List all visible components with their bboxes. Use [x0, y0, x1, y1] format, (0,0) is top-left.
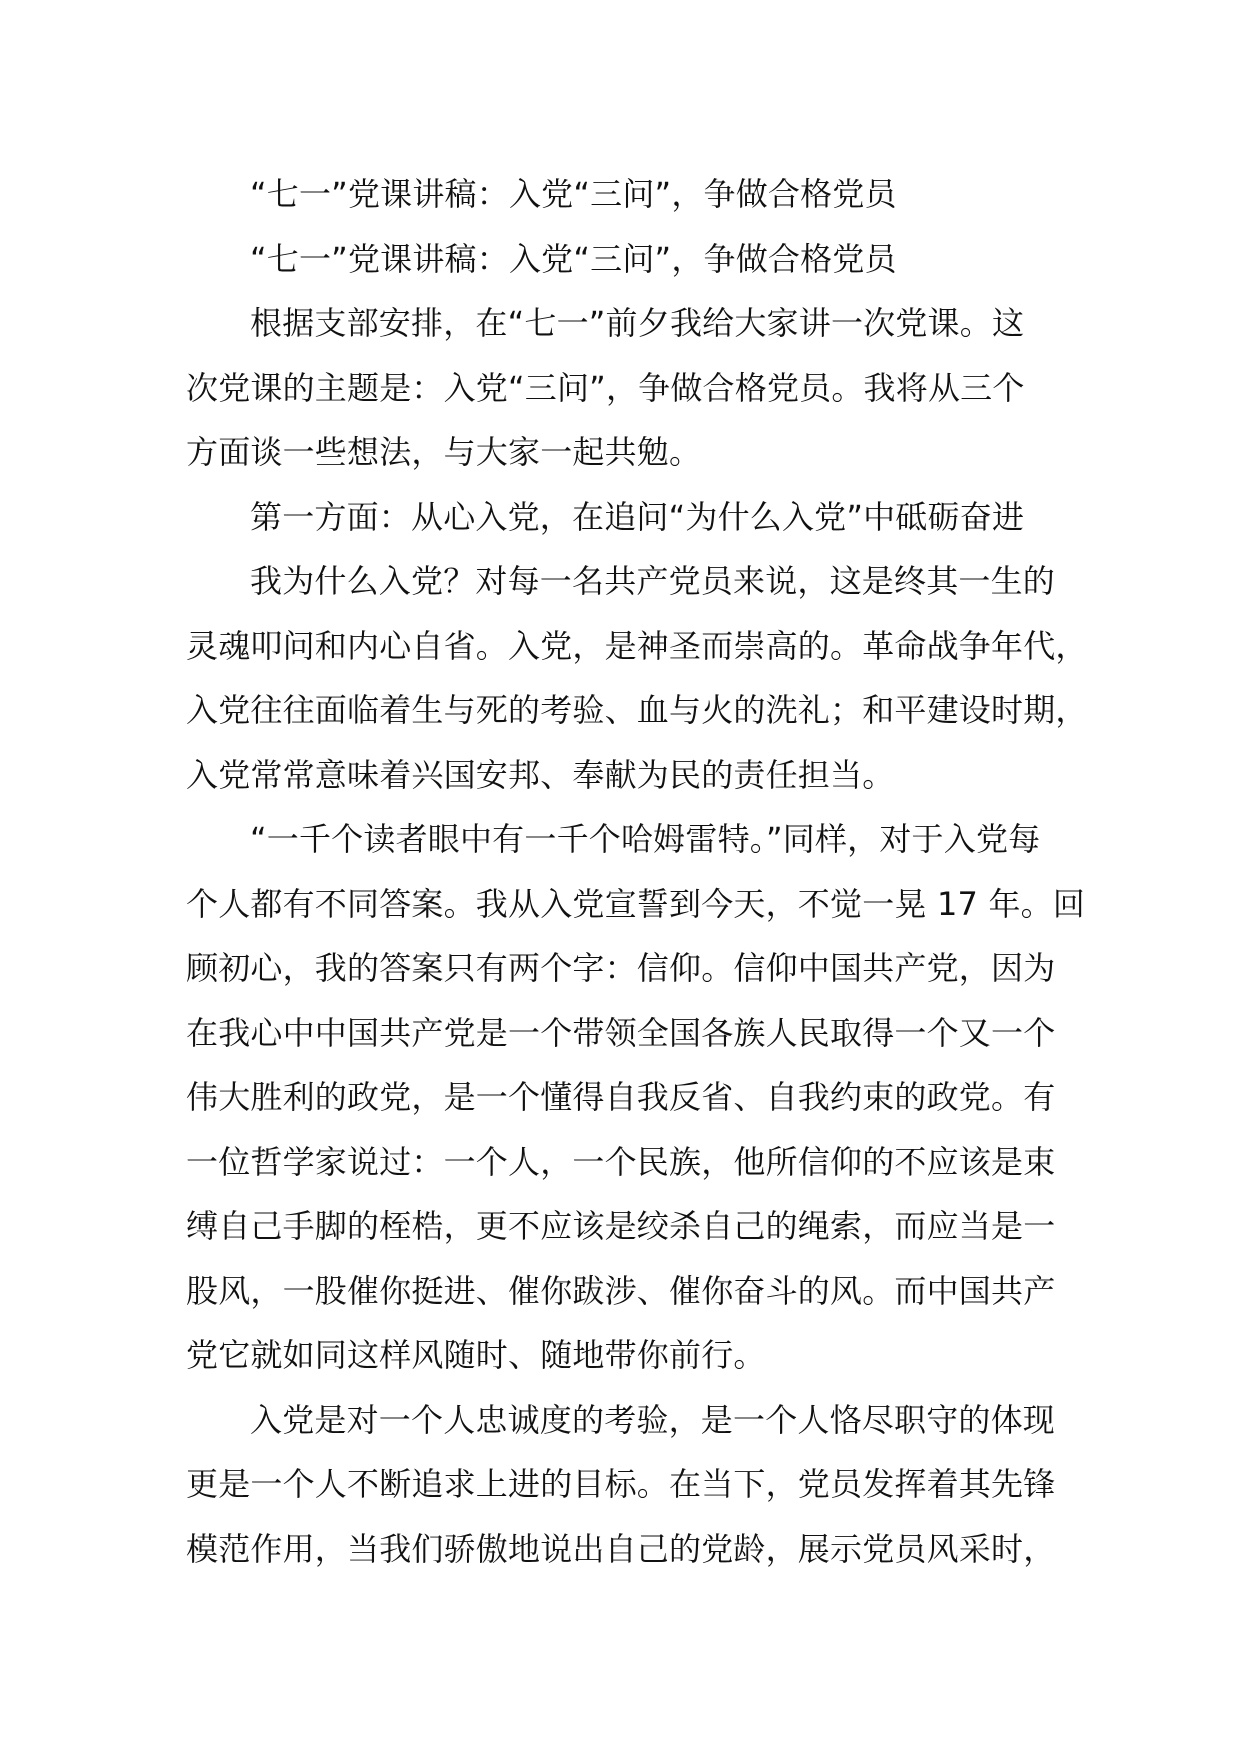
paragraph-line: 股风，一股催你挺进、催你跋涉、催你奋斗的风。而中国共产	[186, 1271, 1056, 1310]
paragraph-line: 入党常常意味着兴国安邦、奉献为民的责任担当。	[186, 755, 895, 794]
paragraph-line: 我为什么入党？对每一名共产党员来说，这是终其一生的	[250, 562, 1056, 600]
paragraph-line: 灵魂叩问和内心自省。入党，是神圣而崇高的。革命战争年代，	[186, 626, 1088, 665]
paragraph-line: 次党课的主题是：入党“三问”，争做合格党员。我将从三个	[186, 368, 1025, 407]
paragraph-line: 伟大胜利的政党，是一个懂得自我反省、自我约束的政党。有	[186, 1078, 1056, 1116]
document-page	[186, 162, 1086, 1581]
paragraph-line: “一千个读者眼中有一千个哈姆雷特。”同样，对于入党每	[250, 820, 1041, 858]
paragraph-line: 更是一个人不断追求上进的目标。在当下，党员发挥着其先锋	[186, 1465, 1056, 1503]
paragraph-line: 入党往往面临着生与死的考验、血与火的洗礼；和平建设时期，	[186, 691, 1088, 729]
paragraph-line: 在我心中中国共产党是一个带领全国各族人民取得一个又一个	[186, 1013, 1056, 1052]
section-heading: 第一方面：从心入党，在追问“为什么入党”中砥砺奋进	[250, 497, 1025, 536]
paragraph-line: 方面谈一些想法，与大家一起共勉。	[186, 433, 702, 471]
paragraph-line: 个人都有不同答案。我从入党宣誓到今天，不觉一晃 17 年。回	[186, 884, 1086, 923]
paragraph-line: 模范作用，当我们骄傲地说出自己的党龄，展示党员风采时，	[186, 1529, 1056, 1568]
paragraph-line: 根据支部安排，在“七一”前夕我给大家讲一次党课。这	[250, 304, 1025, 342]
paragraph-line: 缚自己手脚的桎梏，更不应该是绞杀自己的绳索，而应当是一	[186, 1207, 1056, 1245]
title-line: “七一”党课讲稿：入党“三问”，争做合格党员	[250, 175, 897, 213]
paragraph-line: 党它就如同这样风随时、随地带你前行。	[186, 1336, 766, 1374]
title-line-repeat: “七一”党课讲稿：入党“三问”，争做合格党员	[250, 239, 897, 278]
paragraph-line: 顾初心，我的答案只有两个字：信仰。信仰中国共产党，因为	[186, 949, 1056, 987]
paragraph-line: 入党是对一个人忠诚度的考验，是一个人恪尽职守的体现	[250, 1400, 1056, 1439]
paragraph-line: 一位哲学家说过：一个人，一个民族，他所信仰的不应该是束	[186, 1142, 1056, 1181]
